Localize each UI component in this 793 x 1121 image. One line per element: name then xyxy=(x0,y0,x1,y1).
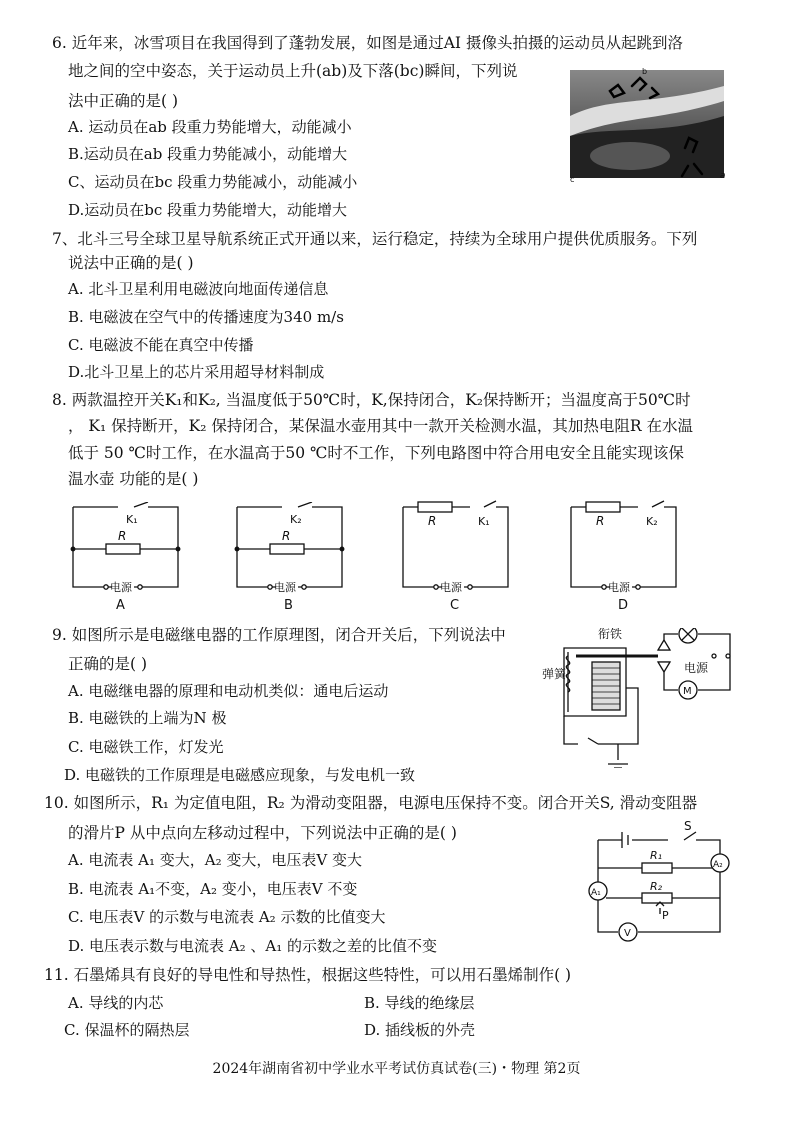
q10-option-c: C. 电压表V 的示数与电流表 A₂ 示数的比值变大 xyxy=(68,908,386,926)
circuit-a-resistor-label: R xyxy=(118,529,127,543)
q9-stem-line1: 9. 如图所示是电磁继电器的工作原理图，闭合开关后，下列说法中 xyxy=(52,626,506,644)
q8-stem-line4: 温水壶 功能的是( ) xyxy=(68,470,199,488)
q8-stem-line3: 低于 50 ℃时工作，在水温高于50 ℃时不工作，下列电路图中符合用电安全且能实现该保 xyxy=(68,444,684,462)
q10-stem-line1: 10. 如图所示，R₁ 为定值电阻，R₂ 为滑动变阻器，电源电压保持不变。闭合开关S, 滑动变阻器 xyxy=(44,794,698,812)
q6-stem-line1: 6. 近年来，冰雪项目在我国得到了蓬勃发展，如图是通过AI 摄像头拍摄的运动员从起跳到洛 xyxy=(52,34,683,52)
q8-stem-line1: 8. 两款温控开关K₁和K₂, 当温度低于50℃时，K,保持闭合，K₂保持断开；当温度高于50℃时 xyxy=(52,391,691,409)
q9-option-d: D. 电磁铁的工作原理是电磁感应现象，与发电机一致 xyxy=(64,766,416,784)
q9-option-c: C. 电磁铁工作，灯发光 xyxy=(68,738,224,756)
q6-option-d: D.运动员在bc 段重力势能增大，动能增大 xyxy=(68,201,348,219)
q6-stem-line2: 地之间的空中姿态，关于运动员上升(ab)及下落(bc)瞬间，下列说 xyxy=(68,62,518,80)
q7-option-b: B. 电磁波在空气中的传播速度为340 m/s xyxy=(68,308,344,326)
q7-option-c: C. 电磁波不能在真空中传播 xyxy=(68,336,254,354)
q7-option-d: D.北斗卫星上的芯片采用超导材料制成 xyxy=(68,363,325,381)
q11-option-b: B. 导线的绝缘层 xyxy=(364,994,475,1012)
circuit10-label-a2: A₂ xyxy=(713,860,723,870)
q9-option-a: A. 电磁继电器的原理和电动机类似：通电后运动 xyxy=(68,682,389,700)
photo-label-c: c xyxy=(570,175,575,184)
circuit-c-switch-label: K₁ xyxy=(478,515,490,528)
photo-label-a: a xyxy=(720,171,726,181)
circuit-c-resistor-label: R xyxy=(428,514,437,528)
q7-stem-line1: 7、北斗三号全球卫星导航系统正式开通以来，运行稳定，持续为全球用户提供优质服务。下列 xyxy=(52,230,698,248)
circuit10-label-a1: A₁ xyxy=(591,888,601,898)
q7-stem-line2: 说法中正确的是( ) xyxy=(68,254,194,272)
circuit-b-source-label: 电源 xyxy=(274,581,296,594)
q10-option-b: B. 电流表 A₁不变，A₂ 变小，电压表V 不变 xyxy=(68,880,358,898)
circuit-a-source-label: 电源 xyxy=(110,581,132,594)
q8-circuit-c xyxy=(398,498,514,612)
circuit-b-switch-label: K₂ xyxy=(290,513,302,526)
q6-option-a: A. 运动员在ab 段重力势能增大，动能减小 xyxy=(68,118,352,136)
q9-option-b: B. 电磁铁的上端为N 极 xyxy=(68,709,227,727)
circuit-a-switch-label: K₁ xyxy=(126,513,138,526)
q6-option-c: C、运动员在bc 段重力势能减小，动能减小 xyxy=(68,173,358,191)
q6-ski-jump-photo xyxy=(570,66,728,184)
q9-relay-diagram xyxy=(538,628,734,768)
relay-label-source: 电源 xyxy=(684,661,709,675)
q8-circuit-a xyxy=(68,502,184,612)
q6-option-b: B.运动员在ab 段重力势能减小，动能增大 xyxy=(68,145,348,163)
q11-option-a: A. 导线的内芯 xyxy=(68,994,164,1012)
q11-option-c: C. 保温杯的隔热层 xyxy=(64,1021,190,1039)
photo-label-b: b xyxy=(642,67,648,76)
circuit-c-letter: C xyxy=(450,598,460,612)
circuit-a-letter: A xyxy=(116,598,125,612)
circuit-c-source-label: 电源 xyxy=(440,581,462,594)
circuit-b-resistor-label: R xyxy=(282,529,291,543)
circuit-d-letter: D xyxy=(618,598,629,612)
q9-stem-line2: 正确的是( ) xyxy=(68,655,148,673)
q10-circuit-diagram xyxy=(588,820,736,942)
q8-circuit-d xyxy=(566,498,682,612)
page-footer: 2024年湖南省初中学业水平考试仿真试卷(三)・物理 第2页 xyxy=(212,1061,581,1077)
q11-option-d: D. 插线板的外壳 xyxy=(364,1021,476,1039)
q8-stem-line2: ， K₁ 保持断开，K₂ 保持闭合，某保温水壶用其中一款开关检测水温，其加热电阻R 在水温 xyxy=(68,417,693,435)
circuit10-label-p: P xyxy=(662,909,669,922)
q7-option-a: A. 北斗卫星利用电磁波向地面传递信息 xyxy=(68,280,329,298)
q10-stem-line2: 的滑片P 从中点向左移动过程中，下列说法中正确的是( ) xyxy=(68,824,457,842)
relay-label-armature: 衔铁 xyxy=(598,628,623,641)
circuit10-label-v: V xyxy=(624,928,631,939)
circuit-d-source-label: 电源 xyxy=(608,581,630,594)
relay-label-motor: M xyxy=(683,686,692,697)
circuit10-label-r1: R₁ xyxy=(650,849,663,862)
circuit-d-switch-label: K₂ xyxy=(646,515,658,528)
q10-option-d: D. 电压表示数与电流表 A₂ 、A₁ 的示数之差的比值不变 xyxy=(68,937,438,955)
circuit-d-resistor-label: R xyxy=(596,514,605,528)
circuit-b-letter: B xyxy=(284,598,293,612)
circuit10-label-s: S xyxy=(684,820,692,833)
q10-option-a: A. 电流表 A₁ 变大，A₂ 变大，电压表V 变大 xyxy=(68,851,362,869)
q8-circuit-b xyxy=(232,502,348,612)
q11-stem-line1: 11. 石墨烯具有良好的导电性和导热性，根据这些特性，可以用石墨烯制作( ) xyxy=(44,966,572,984)
relay-label-spring: 弹簧 xyxy=(542,667,567,681)
circuit10-label-r2: R₂ xyxy=(650,880,663,893)
q6-stem-line3: 法中正确的是( ) xyxy=(68,92,179,110)
